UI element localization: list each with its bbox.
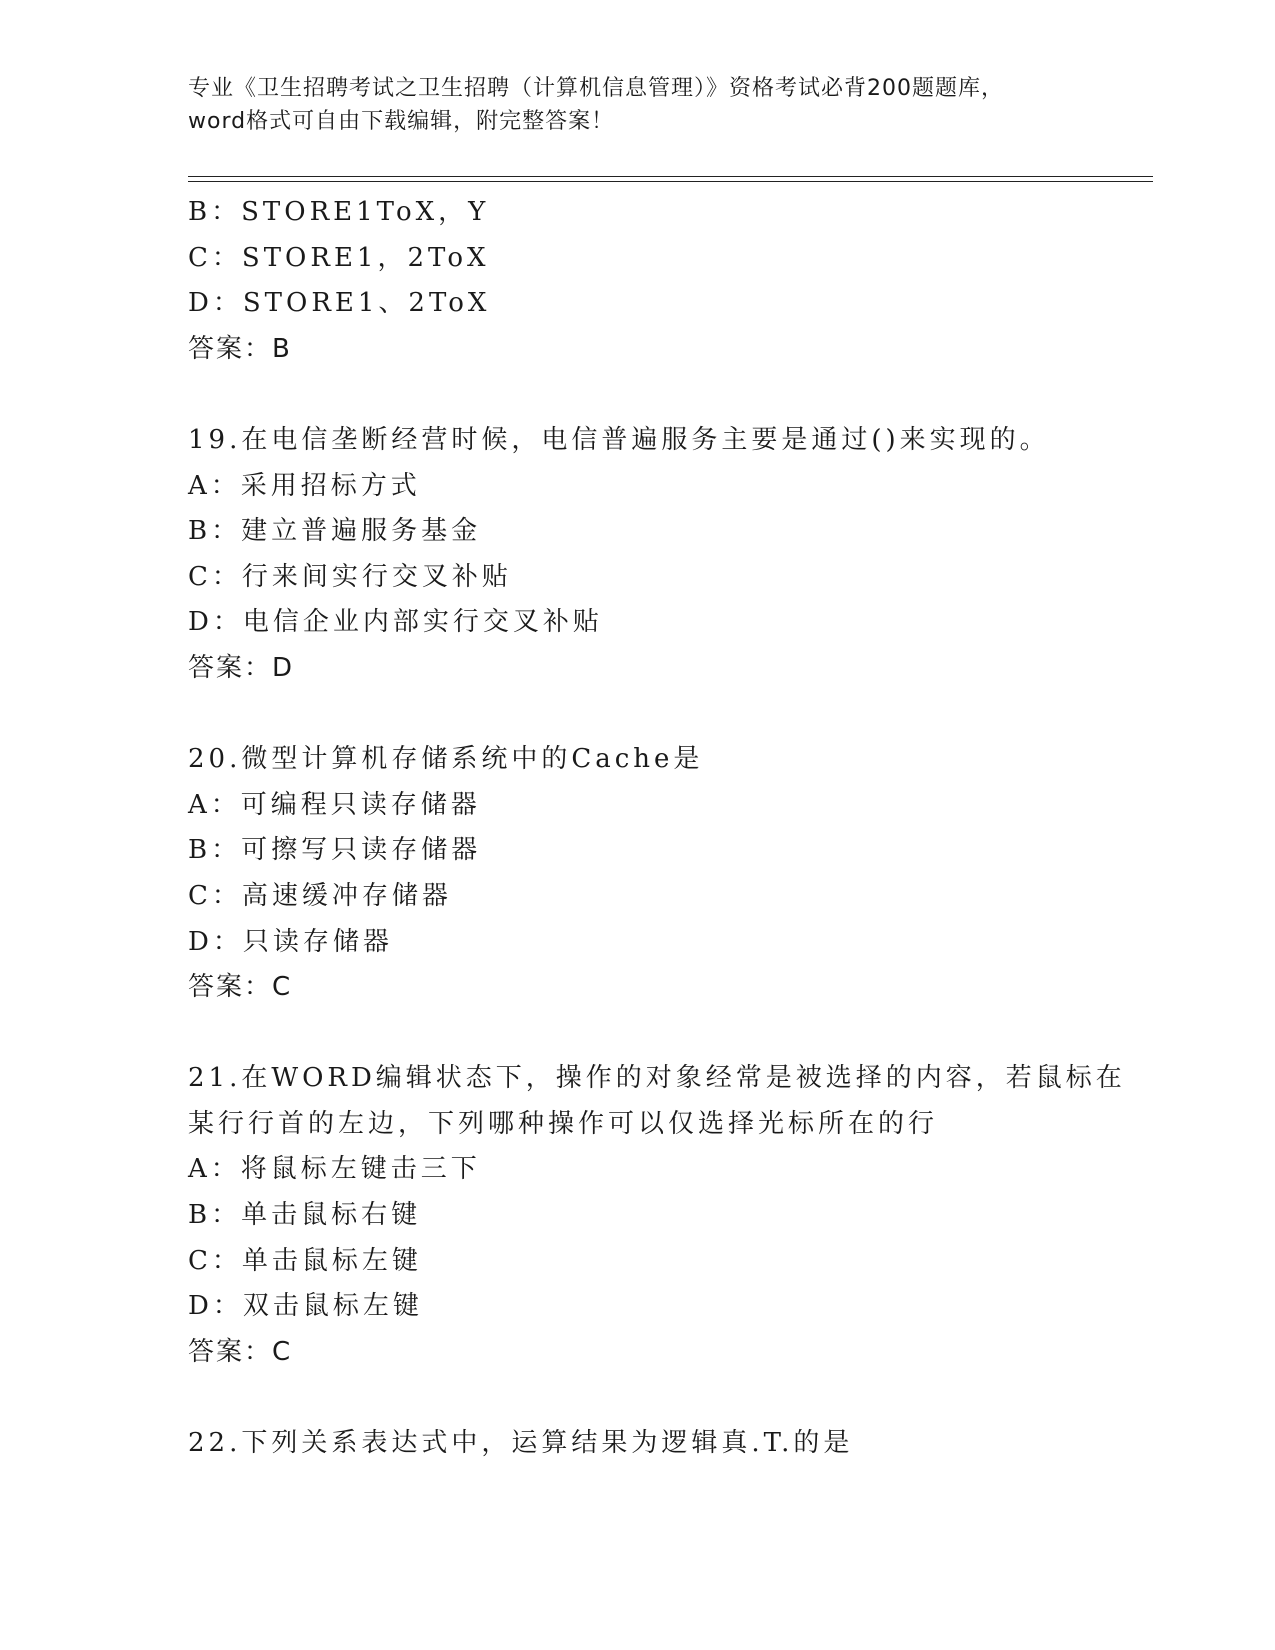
q20-option-d: D：只读存储器 <box>188 926 393 957</box>
q18-answer: 答案：B <box>188 333 292 364</box>
spacer <box>188 692 1148 738</box>
header-divider-bottom <box>188 181 1153 182</box>
q21-option-c: C：单击鼠标左键 <box>188 1245 422 1276</box>
q21-option-b: B：单击鼠标右键 <box>188 1200 422 1231</box>
question-list <box>188 190 1148 1467</box>
q21-question-line-2: 某行行首的左边，下列哪种操作可以仅选择光标所在的行 <box>188 1108 939 1139</box>
q20-option-b: B：可擦写只读存储器 <box>188 835 482 866</box>
q21-option-d: D：双击鼠标左键 <box>188 1291 423 1322</box>
q20-option-c: C：高速缓冲存储器 <box>188 880 452 911</box>
q20-question: 20.微型计算机存储系统中的Cache是 <box>188 744 704 775</box>
q20-option-a: A：可编程只读存储器 <box>188 789 481 820</box>
header-title-line-1: 专业《卫生招聘考试之卫生招聘（计算机信息管理）》资格考试必背200题题库， <box>188 76 1004 101</box>
document-header <box>188 72 1088 138</box>
header-title-line-2: word格式可自由下载编辑，附完整答案！ <box>188 109 615 134</box>
q21-question-line-1: 21.在WORD编辑状态下，操作的对象经常是被选择的内容，若鼠标在 <box>188 1063 1126 1094</box>
q18-option-d: D：STORE1、2ToX <box>188 288 491 319</box>
q19-option-c: C：行来间实行交叉补贴 <box>188 561 512 592</box>
header-divider-top <box>188 176 1153 177</box>
q18-option-c: C：STORE1，2ToX <box>188 242 490 273</box>
q21-option-a: A：将鼠标左键击三下 <box>188 1154 481 1185</box>
q18-option-b: B：STORE1ToX，Y <box>188 197 490 227</box>
spacer <box>188 372 1148 418</box>
spacer <box>188 1011 1148 1057</box>
q21-answer: 答案：C <box>188 1336 293 1367</box>
q19-question: 19.在电信垄断经营时候，电信普遍服务主要是通过()来实现的。 <box>188 424 1050 455</box>
q19-option-d: D：电信企业内部实行交叉补贴 <box>188 607 603 638</box>
q19-option-a: A：采用招标方式 <box>188 470 421 501</box>
q19-option-b: B：建立普遍服务基金 <box>188 516 482 547</box>
spacer <box>188 1375 1148 1421</box>
q19-answer: 答案：D <box>188 652 295 683</box>
q20-answer: 答案：C <box>188 972 293 1003</box>
q22-question: 22.下列关系表达式中，运算结果为逻辑真.T.的是 <box>188 1428 854 1459</box>
